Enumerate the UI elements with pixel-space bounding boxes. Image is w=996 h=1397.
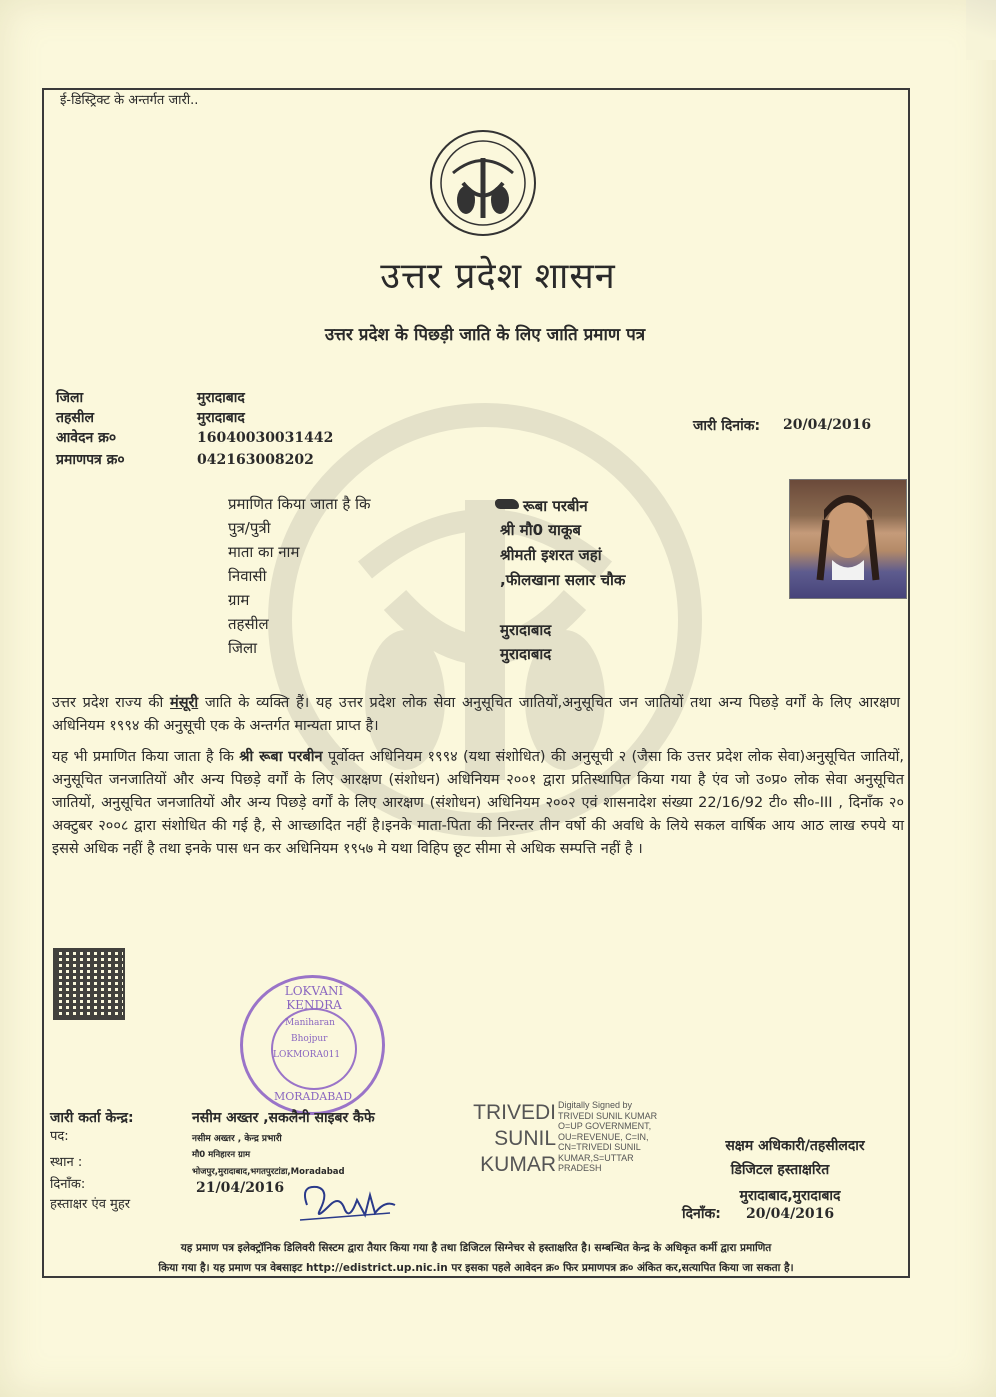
certificate-subtitle: उत्तर प्रदेश के पिछड़ी जाति के लिए जाति प्रमाण पत्र: [324, 325, 646, 345]
signature-detail-1: Digitally Signed by: [558, 1100, 633, 1110]
caste-paragraph: [52, 692, 900, 738]
eligibility-paragraph-end: पूर्वोक्त अधिनियम १९९४ (यथा संशोधित) की अनुसूची २ (जैसा कि उत्तर प्रदेश लोक सेवा)अनुसूचित जातियों, अनुसूचित जनजातियों और अन्य पिछड़े वर्गों के लिए आरक्षण (संशोधन) अधिनियम २००१ द्वारा प्रतिस्थापित किया गया है एंव जो उ०प्र० लोक सेवा अनुसूचित जातियों, अनुसूचित जनजातियों और अन्य पिछड़े वर्गों के लिए आरक्षण (संशोधन) अधिनियम २००२ एवं शासनादेश संख्या 22/16/92 टी० सी०-III , दिनाँक २० अक्टुबर २००८ द्वारा संशोधित की गई है, से आच्छादित नहीं है।इनके माता-पिता की निरन्तर तीन वर्षो की अवधि के लिये सकल वार्षिक आय आठ लाख रुपये या इससे अधिक नहीं है तथा इनके पास धन कर अधिनियम १९५७ मे यथा विहिप छूट सीमा से अधिक सम्पत्ति नहीं है ।: [52, 749, 904, 857]
certify-label: प्रमाणित किया जाता है कि: [228, 495, 371, 513]
stamp-ring-text: LOKVANI KENDRA: [284, 984, 344, 1012]
signature-label: हस्ताक्षर एंव मुहर: [50, 1197, 131, 1212]
authority-title: सक्षम अधिकारी/तहसीलदार: [725, 1138, 865, 1154]
up-government-emblem-icon: [428, 128, 538, 238]
caste-paragraph-start: उत्तर प्रदेश राज्य की: [52, 695, 171, 711]
person-tehsil-label: तहसील: [228, 615, 269, 633]
stamp-line-1: Maniharan: [285, 1018, 335, 1028]
application-number-label: आवेदन क्र०: [56, 430, 117, 446]
stamp-line-2: Bhojpur: [291, 1034, 328, 1044]
applicant-photo: [789, 479, 907, 599]
person-tehsil-value: मुरादाबाद: [500, 621, 552, 639]
lokvani-kendra-stamp: [240, 975, 385, 1115]
village-label: ग्राम: [228, 591, 250, 609]
tehsil-label: तहसील: [56, 410, 94, 426]
applicant-name: रूबा परबीन: [523, 497, 588, 515]
father-name: श्री मौ0 याकूब: [500, 521, 581, 539]
stamp-line-3: LOKMORA011: [273, 1050, 341, 1060]
signer-name-line-3: KUMAR: [480, 1153, 556, 1176]
header-note: ई-डिस्ट्रिक्ट के अन्तर्गत जारी..: [60, 93, 199, 108]
authority-location: मुरादाबाद,मुरादाबाद: [739, 1188, 841, 1204]
application-number-value: 16040030031442: [197, 430, 334, 446]
person-district-value: मुरादाबाद: [500, 645, 552, 663]
caste-name: मंसूरी: [170, 695, 199, 711]
issuer-date-value: 21/04/2016: [196, 1180, 285, 1196]
district-label: जिला: [56, 390, 84, 406]
caste-paragraph-end: जाति के व्यक्ति हैं। यह उत्तर प्रदेश लोक सेवा अनुसूचित जातियों,अनुसूचित जन जातियों तथा अन्य पिछड़े वर्गों के लिए आरक्षण अधिनियम १९९४ की अनुसूची एक के अन्तर्गत मान्यता प्राप्त है।: [52, 695, 900, 734]
signature-detail-7: PRADESH: [558, 1163, 602, 1173]
authority-date-label: दिनाँक:: [682, 1206, 721, 1222]
digital-signature-details: [558, 1100, 657, 1174]
mother-label: माता का नाम: [228, 543, 300, 561]
issue-date-value: 20/04/2016: [783, 417, 872, 433]
folded-corner: [966, 0, 996, 60]
place-value-1: मौ0 मनिहारन ग्राम: [192, 1150, 251, 1160]
certificate-number-value: 042163008202: [197, 452, 314, 468]
issuing-center-label: जारी कर्ता केन्द्र:: [50, 1110, 134, 1126]
place-label: स्थान :: [50, 1155, 83, 1170]
signature-detail-5: CN=TRIVEDI SUNIL: [558, 1142, 641, 1152]
eligibility-paragraph-start: यह भी प्रमाणित किया जाता है कि: [52, 749, 240, 765]
page-title: उत्तर प्रदेश शासन: [380, 256, 616, 297]
eligibility-name: श्री रूबा परबीन: [239, 749, 323, 765]
resident-value: ,फीलखाना सलार चौक: [500, 571, 626, 589]
eligibility-paragraph: [52, 746, 904, 861]
ink-blot: [495, 499, 519, 509]
mother-name: श्रीमती इशरत जहां: [500, 546, 602, 564]
signature-detail-4: OU=REVENUE, C=IN,: [558, 1131, 649, 1142]
post-label: पद:: [50, 1129, 69, 1144]
certificate-number-label: प्रमाणपत्र क्र०: [56, 452, 125, 468]
issuer-date-label: दिनाँक:: [50, 1177, 86, 1192]
signature-detail-3: O=UP GOVERNMENT,: [558, 1121, 652, 1131]
digital-signature-name: [460, 1100, 556, 1178]
authority-date-value: 20/04/2016: [746, 1206, 835, 1222]
qr-code: [53, 948, 125, 1020]
post-value: नसीम अख्तर , केन्द्र प्रभारी: [192, 1134, 282, 1144]
signer-name-line-1: TRIVEDI: [473, 1101, 556, 1124]
footer-line-2: किया गया है। यह प्रमाण पत्र वेबसाइट http://edistrict.up.nic.in पर इसका पहले आवेदन क्र० फिर प्रमाणपत्र क्र० अंकित कर,सत्यापित किया जा सकता है।: [158, 1262, 794, 1274]
stamp-bottom-text: MORADABAD: [273, 1090, 353, 1103]
signer-name-line-2: SUNIL: [494, 1127, 556, 1150]
authority-digital-signed: डिजिटल हस्ताक्षरित: [730, 1162, 830, 1178]
place-value-2: भोजपुर,मुरादाबाद,भगतपुरटांडा,Moradabad: [192, 1167, 345, 1177]
footer-note: [50, 1238, 902, 1278]
district-value: मुरादाबाद: [197, 390, 245, 406]
relation-label: पुत्र/पुत्री: [228, 519, 271, 537]
resident-label: निवासी: [228, 567, 267, 585]
signature-detail-6: KUMAR,S=UTTAR: [558, 1152, 634, 1163]
issue-date-label: जारी दिनांक:: [693, 418, 761, 434]
person-district-label: जिला: [228, 639, 258, 657]
handwritten-signature: [295, 1175, 405, 1230]
signature-detail-2: TRIVEDI SUNIL KUMAR: [558, 1110, 658, 1121]
issuing-center-value: नसीम अख्तर ,सकलैनी साइबर कैफे: [192, 1110, 375, 1126]
tehsil-value: मुरादाबाद: [197, 410, 245, 426]
footer-line-1: यह प्रमाण पत्र इलेक्ट्रॉनिक डिलिवरी सिस्टम द्वारा तैयार किया गया है तथा डिजिटल सिग्नेचर से हस्ताक्षरित है। सम्बन्धित केन्द्र के अधिकृत कर्मी द्वारा प्रमाणित: [180, 1242, 772, 1254]
